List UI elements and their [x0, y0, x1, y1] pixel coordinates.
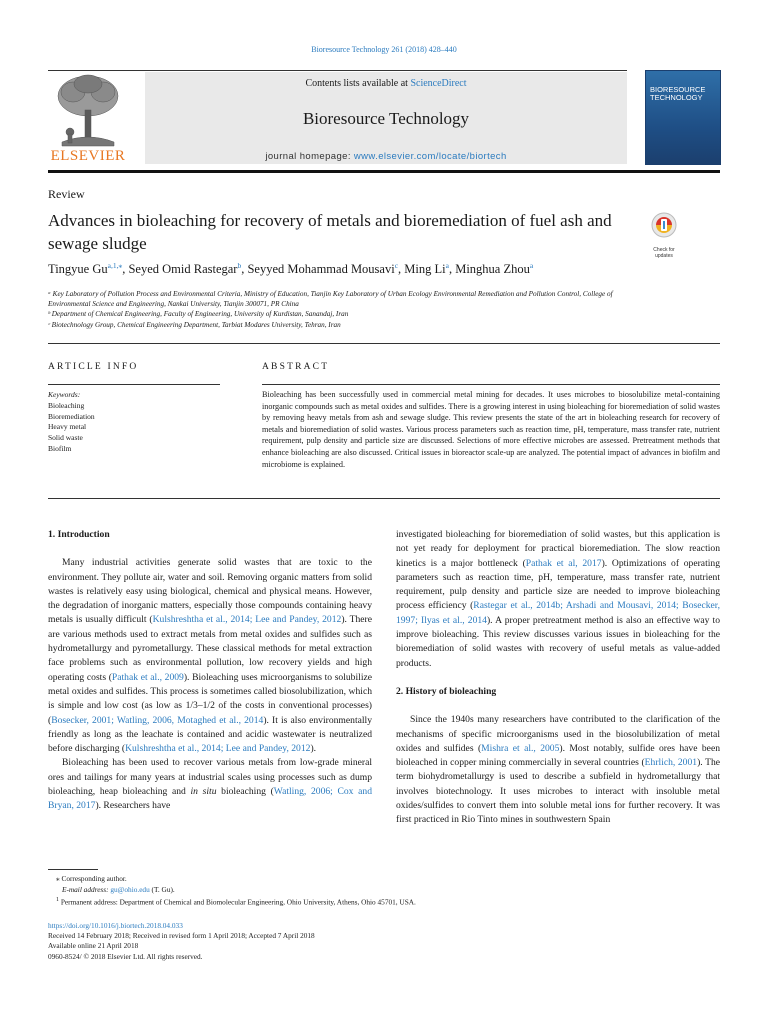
crossmark-icon	[645, 212, 683, 242]
sciencedirect-link[interactable]: ScienceDirect	[410, 78, 467, 89]
divider	[48, 343, 720, 344]
journal-title: Bioresource Technology	[302, 109, 470, 128]
citation-link[interactable]: Kulshreshtha et al., 2014; Lee and Pandey, 2012	[152, 614, 342, 626]
footnote: ⁎ Corresponding author.	[56, 874, 127, 883]
citation-link[interactable]: Watling, 2006; Cox and Bryan, 2017	[48, 786, 372, 812]
crossmark-label: Check for updates	[653, 247, 675, 259]
citation-link[interactable]: Kulshreshtha et al., 2014; Lee and Pandey, 2012	[125, 743, 311, 755]
divider	[48, 70, 627, 71]
author[interactable]: Seyed Omid Rastegar$^b$	[128, 261, 242, 277]
citation-link[interactable]: Mishra et al., 2005	[481, 742, 560, 754]
divider	[48, 170, 720, 173]
abstract-text: Bioleaching has been successfully used in commercial metal mining for decades. It uses microbes to biosolubilize metal-containing inorganic compounds such as metal oxides and sulfides. There is a growing interest in using bioleaching for bioremediation of solid wastes by removing heavy metals from ash and sewage sludge. This review presents the state of the art in bioleaching research for recovery of metals and bioremediation of solid wastes. Various process parameters such as reaction time, pH, temperature, mass transfer rate, nutrient requirement, pulp density and particle size are discussed. Selections of more effective microbes are assessed. Pretreatment methods that enhance bioleaching are also discussed. Critical issues in bioreactor scale-up are analyzed. The potential impact of advances in biofilm and microbiome is explained.	[262, 390, 720, 469]
crossmark-button[interactable]	[645, 212, 683, 259]
keyword: Bioleaching	[48, 401, 85, 410]
article-title: Advances in bioleaching for recovery of metals and bioremediation of fuel ash and sewage sludge	[48, 211, 612, 253]
citation-link[interactable]: Ehrlich, 2001	[644, 757, 698, 769]
footnote-divider	[48, 869, 98, 870]
contents-line: Contents lists available at ScienceDirect	[305, 78, 467, 89]
citation-link[interactable]: Bosecker, 2001; Watling, 2006, Motaghed et al., 2014	[51, 714, 264, 726]
divider	[48, 498, 720, 499]
doi-link[interactable]: https://doi.org/10.1016/j.biortech.2018.04.033	[48, 921, 183, 930]
journal-citation[interactable]: Bioresource Technology 261 (2018) 428–440	[311, 45, 457, 54]
cover-title: BIORESOURCE TECHNOLOGY	[650, 85, 706, 102]
available-date: Available online 21 April 2018	[48, 941, 139, 951]
received-dates: Received 14 February 2018; Received in revised form 1 April 2018; Accepted 7 April 2018	[48, 931, 315, 941]
abstract-heading: ABSTRACT	[262, 362, 330, 372]
divider	[262, 384, 720, 385]
keyword: Heavy metal	[48, 422, 87, 432]
affiliation: ᵃ Key Laboratory of Pollution Process and Environmental Criteria, Ministry of Education, Tianjin Key Laboratory of Urban Ecology Environmental Remediation and Pollution Control, College of Environmental Science and Engineering, Nankai University, Tianjin 300071, PR China	[48, 290, 613, 308]
author-list: Tingyue $Gu^{a,1,⁎}$, Seyed Omid Rastegar$^b$, Seyyed Mohammad Mousavi$^c$, Ming Li$^a$, Minghua Zhou$^a$	[48, 261, 534, 277]
paragraph: Since the 1940s many researchers have contributed to the clarification of the mechanisms of specific microorganisms used in the biosolubilization of metal oxides and sulfides (Mishra et al., 2005). Most notably, sulfide ores have been bioleached in copper mining commercially in several countries (Ehrlich, 2001). The term biohydrometallurgy is used to describe a subfield in hydrometallurgy that involves biotechnology. It uses microbes to interact with insoluble metal oxides/sulfides to convert them into soluble metal ions for further recovery. It was first practiced in Rio Tinto mines in southwestern Spain	[396, 714, 720, 826]
divider	[48, 384, 220, 385]
body-column-left	[48, 528, 372, 814]
author[interactable]: Seyyed Mohammad Mousavi$^c$	[247, 261, 399, 277]
affiliation: ᵇ Department of Chemical Engineering, Faculty of Engineering, University of Kurdistan, Sanandaj, Iran	[48, 310, 349, 318]
copyright: 0960-8524/ © 2018 Elsevier Ltd. All rights reserved.	[48, 951, 203, 961]
keyword: Bioremediation	[48, 411, 95, 421]
keywords-label: Keywords:	[48, 390, 81, 399]
paragraph: Bioleaching has been used to recover various metals from low-grade mineral ores and tailings for many years at industrial scales using processes such as dump bioleaching, heap bioleaching and in situ bioleaching (Watling, 2006; Cox and Bryan, 2017). Researchers have	[48, 757, 372, 812]
section-heading: 1. Introduction	[48, 529, 110, 540]
citation-link[interactable]: Pathak et al, 2017	[525, 557, 602, 569]
affiliation: ᶜ Biotechnology Group, Chemical Engineering Department, Tarbiat Modares University, Tehran, Iran	[48, 321, 341, 329]
footnote: $^1$ Permanent address: Department of Chemical and Biomolecular Engineering, Ohio University, Athens, Ohio 45701, USA.	[56, 897, 416, 907]
article-info-heading: ARTICLE INFO	[48, 362, 139, 372]
keyword-list	[48, 401, 95, 455]
footnote-email: E-mail address: gu@ohio.edu (T. Gu).	[62, 884, 175, 894]
author[interactable]: Ming Li$^a$	[404, 261, 449, 277]
journal-homepage: journal homepage: www.elsevier.com/locate/biortech	[265, 151, 507, 162]
email-link[interactable]: gu@ohio.edu	[110, 884, 150, 894]
citation-link[interactable]: Rastegar et al., 2014b; Arshadi and Mousavi, 2014; Bosecker, 1997; Ilyas et al., 2014	[396, 600, 721, 626]
keyword: Solid waste	[48, 433, 83, 443]
publisher-name: ELSEVIER	[50, 148, 126, 164]
author[interactable]: Tingyue $Gu^{a,1,⁎}$	[48, 261, 123, 277]
paragraph: Many industrial activities generate solid wastes that are toxic to the environment. They pollute air, water and soil. Removing organic matters from solid wastes is relatively easy using biological, chemical and physical means. However, the degradation of inorganic matters, especially those compounds containing heavy metals is usually difficult (Kulshreshtha et al., 2014; Lee and Pandey, 2012). There are various methods used to extract metals from metal oxides and sulfides such as hydrometallurgy and pyrometallurgy. These classical methods for metal extraction face problems such as environmental pollution, low recovery yields and high operating costs (Pathak et al., 2009). Bioleaching uses microorganisms to solubilize metal oxides and sulfides. This process is sometimes called biosolubilization, which is simple and low cost (as low as 1/3–1/2 of the costs in conventional processes) (Bosecker, 2001; Watling, 2006, Motaghed et al., 2014). It is also environmentally friendly as long as the leachate is contained and acidic wastewater is neutralized before discharging (Kulshreshtha et al., 2014; Lee and Pandey, 2012).	[48, 557, 372, 755]
body-column-right	[396, 530, 720, 828]
homepage-link[interactable]: www.elsevier.com/locate/biortech	[353, 151, 507, 162]
section-heading: 2. History of bioleaching	[396, 685, 497, 697]
publication-info	[48, 921, 648, 962]
footnotes	[48, 874, 648, 908]
author[interactable]: Minghua Zhou$^a$	[455, 261, 534, 277]
citation-link[interactable]: Pathak et al., 2009	[111, 671, 184, 683]
paragraph: investigated bioleaching for bioremediation of solid wastes, but this application is not yet ready for deployment for practical bioremediation. The slow reaction kinetics is a major bottleneck (Pathak et al, 2017). Optimizations of operating parameters such as reaction time, pH, temperature, mass transfer rate, nutrient requirement, pulp density and particle size are needed to improve bioleaching process efficiency (Rastegar et al., 2014b; Arshadi and Mousavi, 2014; Bosecker, 1997; Ilyas et al., 2014). A proper pretreatment method is also an effective way to improve bioleaching. This review discusses various issues in bioleaching for the bioremediation of solid wastes with recovery of useful metals as value-added products.	[396, 529, 721, 669]
keyword: Biofilm	[48, 443, 72, 453]
article-type: Review	[48, 187, 85, 201]
